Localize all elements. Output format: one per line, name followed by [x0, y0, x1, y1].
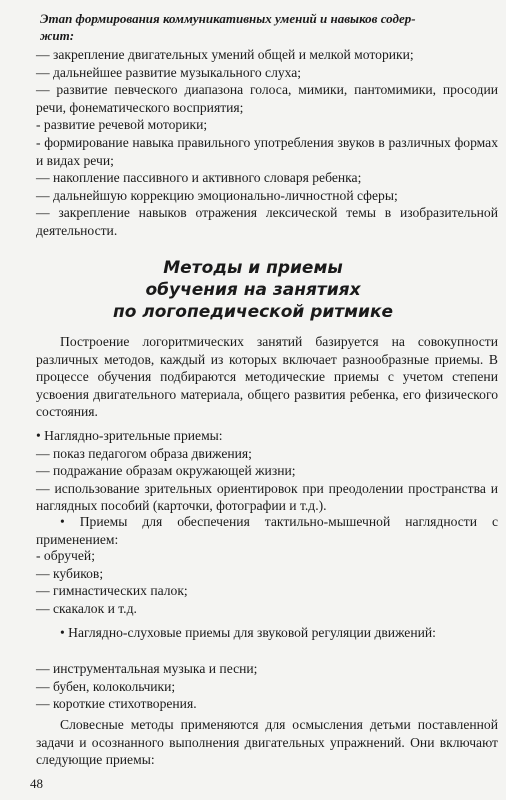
list-item: - формирование навыка правильного употребления звуков в различных формах и видах речи;: [36, 134, 498, 168]
list-item: • Наглядно-зрительные приемы:: [36, 428, 223, 443]
list-item: — инструментальная музыка и песни;: [36, 661, 258, 676]
auditory-items-list: [36, 660, 498, 713]
list-item: — закрепление навыков отражения лексической темы в изобразительной деятельности.: [36, 205, 498, 238]
list-item: — использование зрительных ориентировок при преодолении пространства и наглядных пособий (карточки, фотографии и т.д.).: [36, 480, 498, 514]
tactile-items-list: [36, 547, 498, 617]
paragraph-methods: Построение логоритмических занятий базируется на совокупности различных методов, каждый из которых включает разнообразные приемы. В процессе обучения подбираются методические приемы с учетом степени усвоения двигательного материала, общего развития ребенка, его физического состояния.: [36, 334, 498, 420]
list-item: — закрепление двигательных умений общей и мелкой моторики;: [36, 47, 414, 62]
list-item: — развитие певческого диапазона голоса, мимики, пантомимики, просодии речи, фонематического восприятия;: [36, 82, 498, 115]
list-item: — дальнейшее развитие музыкального слуха;: [36, 64, 302, 80]
intro-line-2: жит:: [40, 28, 75, 43]
intro-line-1: Этап формирования коммуникативных умений и навыков содер-: [40, 11, 416, 26]
list-item: — гимнастических палок;: [36, 583, 188, 599]
list-item: — показ педагогом образа движения;: [36, 445, 252, 461]
list-item: - обручей;: [36, 548, 95, 563]
list-item: — бубен, колокольчики;: [36, 678, 176, 694]
paragraph-tactile: • Приемы для обеспечения тактильно-мышечной наглядности с применением:: [36, 514, 498, 547]
intro-text: [40, 10, 496, 44]
list-item: — кубиков;: [36, 565, 104, 581]
paragraph-verbal: Словесные методы применяются для осмысления детьми поставленной задачи и осознанного выполнения двигательных упражнений. Они включают следующие приемы:: [36, 717, 498, 768]
list-item: - развитие речевой моторики;: [36, 117, 208, 133]
skills-list: [36, 46, 498, 240]
section-heading: [0, 257, 506, 323]
list-item: — скакалок и т.д.: [36, 600, 137, 616]
page-number: 48: [30, 776, 43, 791]
paragraph-auditory: • Наглядно-слуховые приемы для звуковой регуляции движений:: [60, 625, 436, 640]
heading-line-1: Методы и приемы: [163, 258, 343, 278]
list-item: — короткие стихотворения.: [36, 696, 197, 712]
list-item: — накопление пассивного и активного словаря ребенка;: [36, 170, 362, 186]
list-item: — подражание образам окружающей жизни;: [36, 463, 296, 479]
heading-line-3: по логопедической ритмике: [112, 302, 394, 322]
list-item: — дальнейшую коррекцию эмоционально-личностной сферы;: [36, 187, 398, 203]
visual-techniques-list: [36, 427, 498, 515]
heading-line-2: обучения на занятиях: [145, 280, 361, 300]
